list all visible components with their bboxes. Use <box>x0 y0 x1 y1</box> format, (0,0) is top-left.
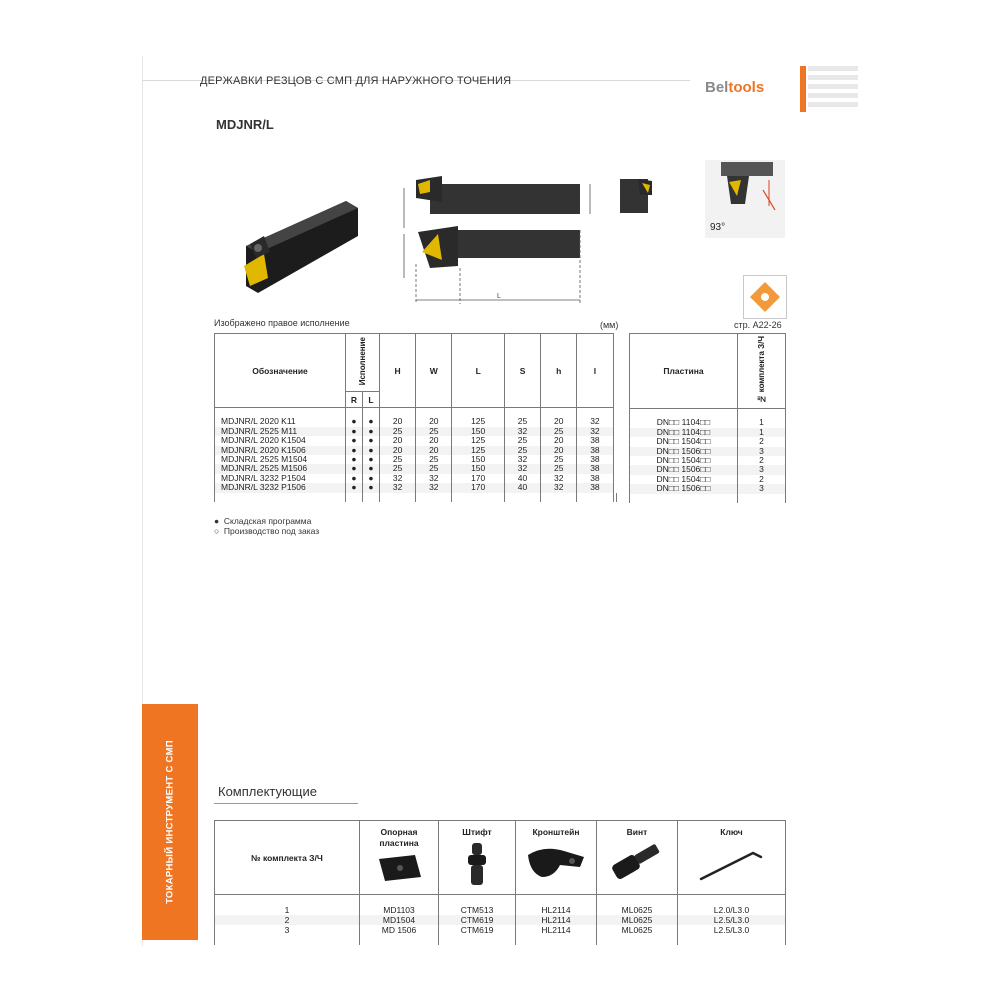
kit-cell: 1 <box>738 428 786 437</box>
table-row <box>215 905 786 915</box>
col-kit: № комплекта З/Ч <box>738 334 786 409</box>
col-screw: Винт <box>597 821 678 895</box>
dim-l2-cell: 32 <box>577 427 613 436</box>
col-l: l <box>577 334 613 408</box>
col-Lv: L <box>363 392 380 408</box>
kit-cell: 1 <box>738 418 786 427</box>
col-L: L <box>452 334 505 408</box>
table-row <box>630 484 786 493</box>
dim-l2-cell: 38 <box>577 446 613 455</box>
section-title: ДЕРЖАВКИ РЕЗЦОВ С СМП ДЛЯ НАРУЖНОГО ТОЧЕНИЯ <box>200 75 512 87</box>
kit-cell: 1 <box>215 905 360 915</box>
col-key: Ключ <box>678 821 786 895</box>
dim-S-cell: 32 <box>504 427 540 436</box>
col-clamp: Кронштейн <box>516 821 597 895</box>
screw-icon <box>609 843 665 883</box>
beltools-logo <box>705 79 764 96</box>
dim-l2-cell: 38 <box>577 436 613 445</box>
figure-caption: Изображено правое исполнение <box>214 318 350 328</box>
shim-cell: MD 1506 <box>360 925 439 935</box>
components-title: Комплектующие <box>218 784 317 799</box>
table-row <box>215 925 786 935</box>
dim-S-cell: 40 <box>504 474 540 483</box>
left-version-cell: ● <box>363 464 380 473</box>
kit-cell: 3 <box>738 447 786 456</box>
left-version-cell: ● <box>363 427 380 436</box>
col-W: W <box>416 334 452 408</box>
col-version: Исполнение <box>346 334 380 392</box>
insert-cell: DN□□ 1104□□ <box>630 428 738 437</box>
dim-H-cell: 32 <box>380 474 416 483</box>
insert-cell: DN□□ 1504□□ <box>630 437 738 446</box>
pin-cell: CTM619 <box>439 925 516 935</box>
key-cell: L2.5/L3.0 <box>678 915 786 925</box>
insert-thumbnail <box>743 275 787 319</box>
kit-cell: 2 <box>215 915 360 925</box>
dim-l2-cell: 38 <box>577 464 613 473</box>
dim-l2-cell: 38 <box>577 455 613 464</box>
dim-l2-cell: 38 <box>577 474 613 483</box>
dim-H-cell: 25 <box>380 455 416 464</box>
right-version-cell: ● <box>346 483 363 492</box>
dim-h-cell: 25 <box>541 455 577 464</box>
dim-h-cell: 25 <box>541 427 577 436</box>
dim-h-cell: 20 <box>541 436 577 445</box>
dimension-L-label: L <box>497 293 501 300</box>
dim-L-cell: 150 <box>452 464 505 473</box>
pin-icon <box>462 841 492 889</box>
dim-H-cell: 25 <box>380 427 416 436</box>
dim-h-cell: 20 <box>541 446 577 455</box>
kit-cell: 3 <box>738 484 786 493</box>
dim-l2-cell: 38 <box>577 483 613 492</box>
insert-cell: DN□□ 1506□□ <box>630 465 738 474</box>
units-label: (мм) <box>600 320 619 330</box>
right-version-cell: ● <box>346 436 363 445</box>
page-reference: стр. A22-26 <box>734 320 782 330</box>
insert-cell: DN□□ 1506□□ <box>630 484 738 493</box>
dimensions-table <box>214 333 617 502</box>
left-version-cell: ● <box>363 417 380 426</box>
dim-h-cell: 25 <box>541 464 577 473</box>
insert-cell: DN□□ 1504□□ <box>630 456 738 465</box>
dim-S-cell: 25 <box>504 417 540 426</box>
insert-cell: DN□□ 1504□□ <box>630 475 738 484</box>
dim-L-cell: 170 <box>452 483 505 492</box>
insert-cell: DN□□ 1506□□ <box>630 447 738 456</box>
screw-cell: ML0625 <box>597 905 678 915</box>
pin-cell: CTM513 <box>439 905 516 915</box>
table-row <box>215 483 617 492</box>
col-H: H <box>380 334 416 408</box>
dim-W-cell: 20 <box>416 436 452 445</box>
shim-icon <box>371 851 427 885</box>
insert-cell: DN□□ 1104□□ <box>630 418 738 427</box>
right-version-cell: ● <box>346 474 363 483</box>
shim-cell: MD1504 <box>360 915 439 925</box>
right-version-cell: ● <box>346 464 363 473</box>
dim-H-cell: 20 <box>380 446 416 455</box>
dim-l2-cell: 32 <box>577 417 613 426</box>
dim-W-cell: 32 <box>416 483 452 492</box>
dim-L-cell: 150 <box>452 455 505 464</box>
kit-cell: 2 <box>738 475 786 484</box>
key-cell: L2.0/L3.0 <box>678 905 786 915</box>
clamp-icon <box>524 843 588 883</box>
right-version-cell: ● <box>346 417 363 426</box>
col-h: h <box>541 334 577 408</box>
left-version-cell: ● <box>363 446 380 455</box>
designation-cell: MDJNR/L 2020 K1506 <box>215 446 346 455</box>
legend-order: ○ Производство под заказ <box>214 526 320 536</box>
col-shim: Опорная пластина <box>360 821 439 895</box>
kit-cell: 3 <box>738 465 786 474</box>
col-designation: Обозначение <box>215 334 346 408</box>
right-version-cell: ● <box>346 446 363 455</box>
logo-text-gray: Bel <box>705 79 729 96</box>
col-S: S <box>504 334 540 408</box>
dim-H-cell: 32 <box>380 483 416 492</box>
left-version-cell: ● <box>363 436 380 445</box>
key-cell: L2.5/L3.0 <box>678 925 786 935</box>
screw-cell: ML0625 <box>597 915 678 925</box>
dim-H-cell: 20 <box>380 436 416 445</box>
dim-h-cell: 32 <box>541 474 577 483</box>
kit-cell: 2 <box>738 456 786 465</box>
side-view-drawing <box>616 175 656 215</box>
dim-L-cell: 125 <box>452 417 505 426</box>
dim-W-cell: 25 <box>416 464 452 473</box>
kit-cell: 3 <box>215 925 360 935</box>
kit-cell: 2 <box>738 437 786 446</box>
sidebar-label: ТОКАРНЫЙ ИНСТРУМЕНТ С СМП <box>164 740 176 904</box>
dim-L-cell: 125 <box>452 446 505 455</box>
dim-H-cell: 20 <box>380 417 416 426</box>
clamp-cell: HL2114 <box>516 905 597 915</box>
clamp-cell: HL2114 <box>516 915 597 925</box>
designation-cell: MDJNR/L 2020 K11 <box>215 417 346 426</box>
dim-S-cell: 25 <box>504 446 540 455</box>
dimension-drawing <box>400 168 600 310</box>
designation-cell: MDJNR/L 3232 P1504 <box>215 474 346 483</box>
left-version-cell: ● <box>363 474 380 483</box>
hex-key-icon <box>697 843 767 883</box>
components-table <box>214 820 786 945</box>
designation-cell: MDJNR/L 2020 K1504 <box>215 436 346 445</box>
col-pin: Штифт <box>439 821 516 895</box>
col-insert: Пластина <box>630 334 738 409</box>
left-version-cell: ● <box>363 483 380 492</box>
designation-cell: MDJNR/L 2525 M11 <box>215 427 346 436</box>
screw-cell: ML0625 <box>597 925 678 935</box>
dim-L-cell: 150 <box>452 427 505 436</box>
col-R: R <box>346 392 363 408</box>
angle-label: 93° <box>710 222 726 233</box>
dim-S-cell: 40 <box>504 483 540 492</box>
designation-cell: MDJNR/L 3232 P1506 <box>215 483 346 492</box>
dim-S-cell: 32 <box>504 455 540 464</box>
left-version-cell: ● <box>363 455 380 464</box>
legend-stock: ● Складская программа <box>214 516 312 526</box>
angle-diagram <box>705 160 785 238</box>
designation-cell: MDJNR/L 2525 M1506 <box>215 464 346 473</box>
header-stripes <box>808 66 858 112</box>
components-rule <box>214 803 358 804</box>
shim-cell: MD1103 <box>360 905 439 915</box>
designation-cell: MDJNR/L 2525 M1504 <box>215 455 346 464</box>
dim-S-cell: 32 <box>504 464 540 473</box>
dim-W-cell: 20 <box>416 417 452 426</box>
dim-W-cell: 25 <box>416 455 452 464</box>
logo-accent-bar <box>800 66 806 112</box>
right-version-cell: ● <box>346 427 363 436</box>
insert-table <box>629 333 786 503</box>
col-kit-number: № комплекта З/Ч <box>215 821 360 895</box>
dim-h-cell: 32 <box>541 483 577 492</box>
dim-W-cell: 20 <box>416 446 452 455</box>
dim-W-cell: 32 <box>416 474 452 483</box>
table-row <box>215 915 786 925</box>
tool-holder-photo <box>236 196 366 301</box>
dim-L-cell: 170 <box>452 474 505 483</box>
dim-W-cell: 25 <box>416 427 452 436</box>
dim-S-cell: 25 <box>504 436 540 445</box>
pin-cell: CTM619 <box>439 915 516 925</box>
dim-H-cell: 25 <box>380 464 416 473</box>
model-title: MDJNR/L <box>216 117 274 132</box>
right-version-cell: ● <box>346 455 363 464</box>
logo-text-orange: tools <box>728 79 765 96</box>
clamp-cell: HL2114 <box>516 925 597 935</box>
dim-L-cell: 125 <box>452 436 505 445</box>
dim-h-cell: 20 <box>541 417 577 426</box>
